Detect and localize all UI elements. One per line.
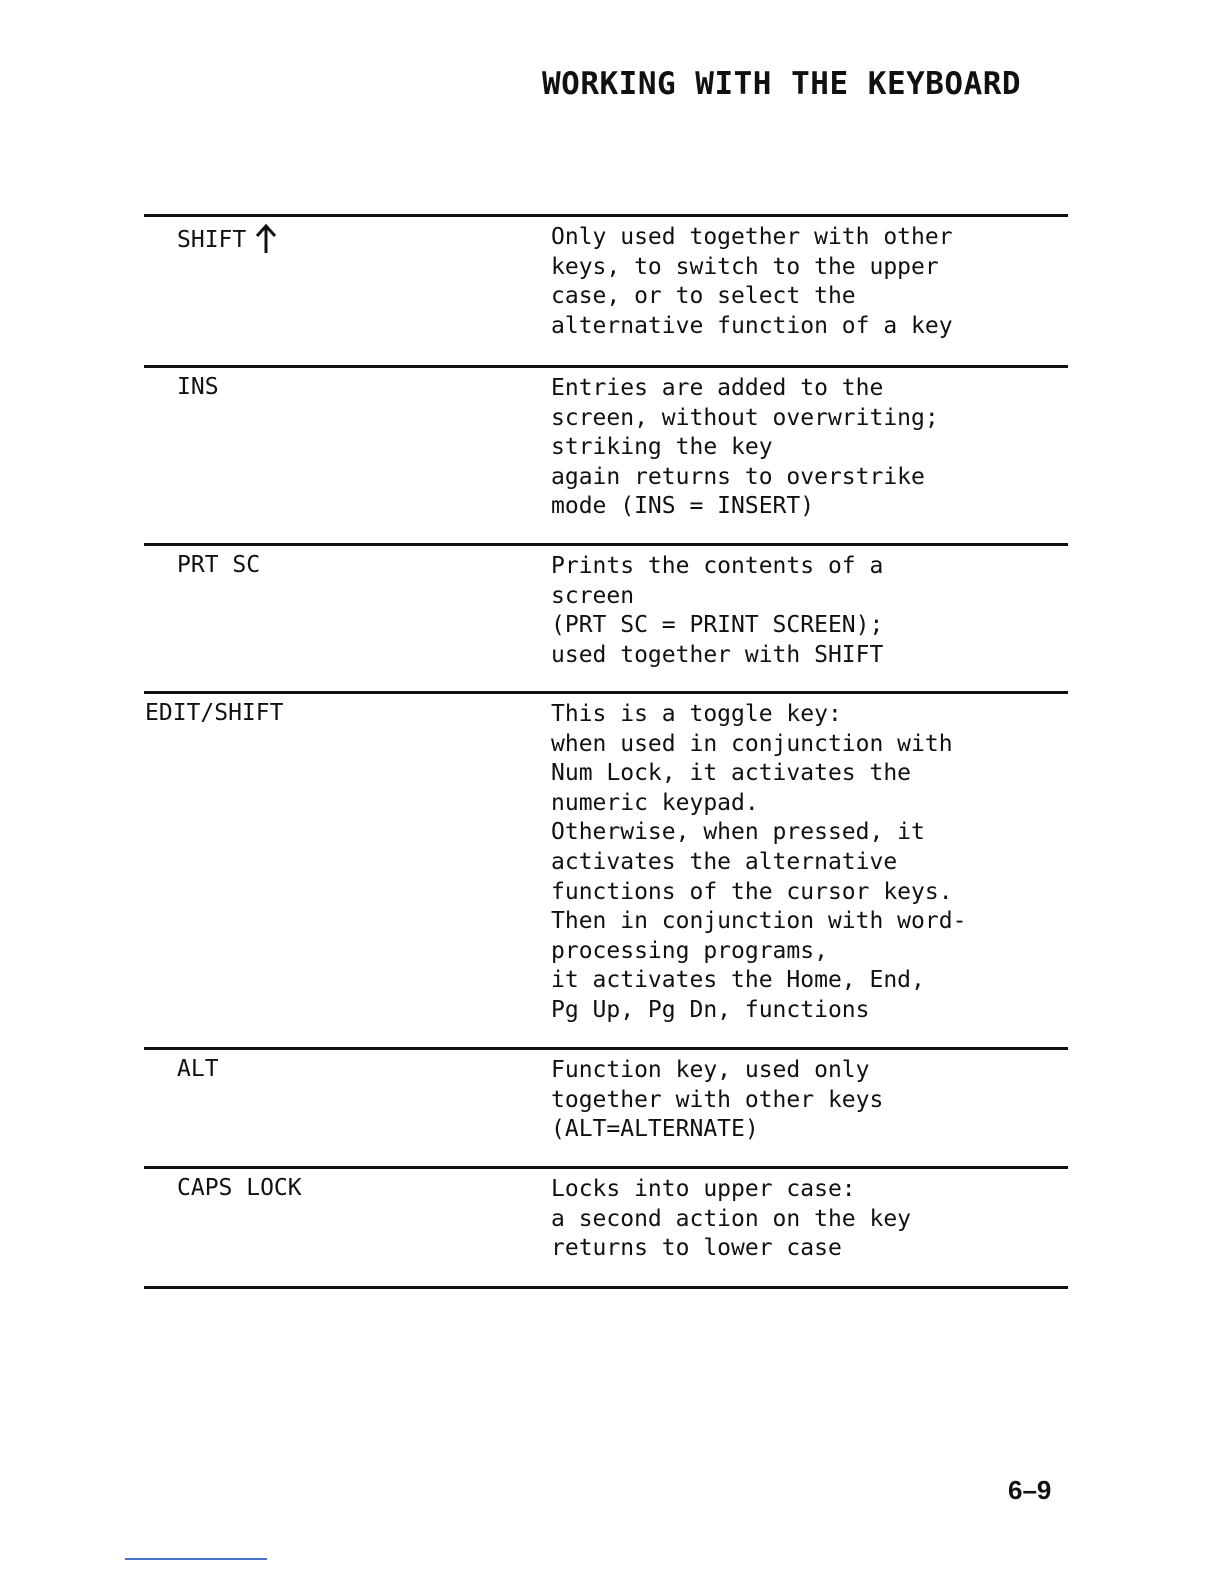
up-arrow-icon bbox=[256, 223, 276, 259]
key-row-alt bbox=[144, 1047, 1068, 1166]
key-row-ins bbox=[144, 365, 1068, 543]
key-desc-ins: Entries are added to the screen, without overwriting; striking the key again returns to overstrike mode (INS = INSERT) bbox=[551, 375, 939, 520]
page-number: 6–9 bbox=[1008, 1475, 1052, 1505]
key-name-ins: INS bbox=[177, 374, 219, 400]
keys-table bbox=[144, 214, 1068, 1289]
key-name-alt: ALT bbox=[177, 1056, 219, 1082]
page-title: WORKING WITH THE KEYBOARD bbox=[542, 66, 1022, 102]
bottom-rule bbox=[125, 1558, 267, 1560]
key-name-shift-label: SHIFT bbox=[177, 227, 247, 253]
key-name-edit-shift: EDIT/SHIFT bbox=[145, 700, 284, 726]
key-row-prt-sc bbox=[144, 543, 1068, 691]
key-row-caps-lock bbox=[144, 1166, 1068, 1289]
key-desc-alt: Function key, used only together with other keys (ALT=ALTERNATE) bbox=[551, 1057, 884, 1143]
key-desc-caps-lock: Locks into upper case: a second action on the key returns to lower case bbox=[551, 1176, 912, 1262]
key-name-shift bbox=[177, 223, 276, 259]
key-desc-edit-shift: This is a toggle key: when used in conjunction with Num Lock, it activates the numeric keypad. Otherwise, when pressed, it activates the alternative functions of the cursor keys. Then in conjunction with word- processing programs, it activates the Home, End, Pg Up, Pg Dn, functions bbox=[551, 701, 967, 1023]
key-name-prt-sc: PRT SC bbox=[177, 552, 261, 578]
key-name-caps-lock: CAPS LOCK bbox=[177, 1175, 302, 1201]
key-desc-prt-sc: Prints the contents of a screen (PRT SC = PRINT SCREEN); used together with SHIFT bbox=[551, 553, 884, 668]
key-row-edit-shift bbox=[144, 691, 1068, 1047]
key-row-shift bbox=[144, 214, 1068, 365]
key-desc-shift: Only used together with other keys, to switch to the upper case, or to select the alternative function of a key bbox=[551, 224, 953, 339]
